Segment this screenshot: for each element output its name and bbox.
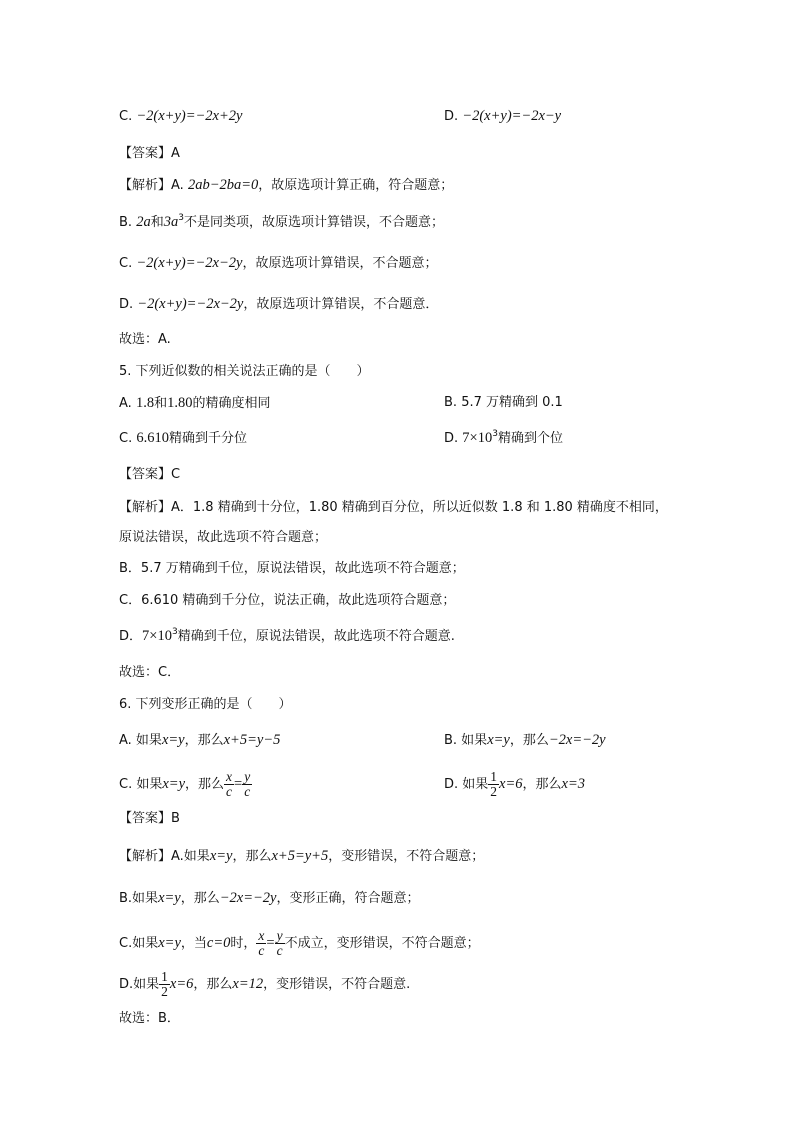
analysis-expression: −2x=−2y <box>219 890 277 906</box>
q5-analysis-a2: 原说法错误，故此选项不符合题意； <box>119 530 328 545</box>
analysis-text: ，变形正确，符合题意； <box>276 891 420 906</box>
q6-answer: 【答案】B <box>119 811 180 826</box>
analysis-text: 不成立，变形错误，不符合题意； <box>284 936 480 951</box>
q4-option-d <box>444 106 561 127</box>
exponent: 3 <box>171 627 178 637</box>
q5-option-a <box>119 393 270 414</box>
fraction <box>159 970 170 999</box>
q4-conclusion: 故选：A. <box>119 332 171 347</box>
fraction <box>275 929 285 958</box>
q5-conclusion: 故选：C． <box>119 665 181 680</box>
q6-conclusion: 故选：B． <box>119 1011 180 1026</box>
q6-analysis-c <box>119 929 480 958</box>
fraction-denominator: c <box>244 784 251 799</box>
analysis-expression: 2ab−2ba=0 <box>187 177 259 193</box>
option-text: ，那么 <box>185 777 225 792</box>
option-number: 1.80 <box>167 395 193 411</box>
analysis-text: ，那么 <box>193 977 233 992</box>
q4-analysis-a <box>119 175 453 196</box>
option-text: ，那么 <box>184 733 224 748</box>
option-expression: x+5=y−5 <box>223 732 281 748</box>
exponent: 3 <box>178 213 184 223</box>
q6-stem: 6. 下列变形正确的是（ ） <box>119 697 292 712</box>
q4-analysis-d <box>119 294 438 315</box>
analysis-text: 精确到千位，原说法错误，故此选项不符合题意. <box>177 629 455 644</box>
analysis-text: ，故原选项计算正确，符合题意； <box>258 178 454 193</box>
q5-answer: 【答案】C <box>119 467 181 482</box>
option-expression: −2(x+y)=−2x+2y <box>136 108 243 124</box>
option-expression: x=6 <box>499 776 523 792</box>
analysis-text: 时， <box>230 936 257 951</box>
fraction-denominator: 2 <box>490 784 498 799</box>
fraction-denominator: c <box>276 943 283 958</box>
q5-stem: 5. 下列近似数的相关说法正确的是（ ） <box>119 364 370 379</box>
option-expression: −2x=−2y <box>548 732 606 748</box>
option-text: ，那么 <box>509 733 549 748</box>
option-expression: x=y <box>161 732 185 748</box>
q4-option-c <box>119 106 242 127</box>
analysis-label: D． <box>119 629 143 644</box>
analysis-label: B.如果 <box>119 891 159 906</box>
fraction-numerator: 1 <box>161 969 168 984</box>
analysis-text: ，那么 <box>180 891 220 906</box>
q5-analysis-b: B．5.7 万精确到千位，原说法错误，故此选项不符合题意； <box>119 561 465 576</box>
analysis-text: ，那么 <box>232 849 272 864</box>
option-label: A. <box>119 396 132 411</box>
analysis-label: D.如果 <box>119 977 160 992</box>
q6-analysis-a <box>119 846 484 867</box>
analysis-text: ，变形错误，不符合题意； <box>328 849 485 864</box>
analysis-label: C.如果 <box>119 936 159 951</box>
fraction-denominator: c <box>258 943 265 958</box>
analysis-expression: x=y <box>158 890 181 906</box>
q5-option-c <box>119 428 247 449</box>
q5-analysis-a1: 【解析】A．1.8 精确到十分位，1.80 精确到百分位，所以近似数 1.8 和 1.80 精确度不相同， <box>119 500 668 515</box>
analysis-expression: c=0 <box>206 935 231 951</box>
option-text: 精确到个位 <box>497 431 563 446</box>
fraction <box>242 770 252 799</box>
analysis-expression: −2(x+y)=−2x−2y <box>137 296 244 312</box>
analysis-expression: x=y <box>209 848 233 864</box>
analysis-text: 和 <box>150 215 164 230</box>
fraction-denominator: c <box>226 784 233 799</box>
option-text: 精确到千分位 <box>168 431 247 446</box>
analysis-number: 7×10 <box>142 628 172 644</box>
option-number: 6.610 <box>136 430 169 446</box>
fraction-numerator: 1 <box>490 769 498 784</box>
exponent: 3 <box>492 429 498 439</box>
option-expression: −2(x+y)=−2x−y <box>462 108 562 124</box>
fraction <box>224 770 234 799</box>
q6-option-c <box>119 770 252 799</box>
analysis-expression: x+5=y+5 <box>271 848 329 864</box>
option-label: C. <box>119 431 133 446</box>
equals-sign: = <box>266 935 275 951</box>
option-label: A. 如果 <box>119 733 162 748</box>
q6-analysis-b <box>119 888 419 909</box>
q6-option-b <box>444 730 606 751</box>
q5-analysis-c: C．6.610 精确到千分位，说法正确，故此选项符合题意； <box>119 593 456 608</box>
option-text: 5.7 万精确到 0.1 <box>461 395 563 410</box>
q5-analysis-d <box>119 626 455 647</box>
option-label: D. <box>444 431 459 446</box>
analysis-expression: 3a <box>163 214 179 230</box>
analysis-expression: x=y <box>158 935 181 951</box>
analysis-text: ，故原选项计算错误，不合题意； <box>242 256 438 271</box>
fraction <box>488 770 499 799</box>
option-label: B. <box>444 395 458 410</box>
q5-option-d <box>444 428 563 449</box>
q4-analysis-c <box>119 253 437 274</box>
analysis-expression: x=12 <box>232 976 264 992</box>
fraction-numerator: y <box>276 928 283 943</box>
analysis-expression: −2(x+y)=−2x−2y <box>136 255 243 271</box>
q4-analysis-b <box>119 212 444 233</box>
option-label: D. 如果 <box>444 777 489 792</box>
analysis-label: C. <box>119 256 133 271</box>
option-label: B. 如果 <box>444 733 488 748</box>
analysis-label: 【解析】A. <box>119 178 184 193</box>
fraction-denominator: 2 <box>161 984 168 999</box>
analysis-label: B. <box>119 215 133 230</box>
option-expression: x=y <box>162 776 185 792</box>
equals-sign: = <box>234 776 243 792</box>
option-label: C. 如果 <box>119 777 163 792</box>
option-label: D. <box>444 109 459 124</box>
analysis-label: 【解析】A.如果 <box>119 849 210 864</box>
option-number: 7×10 <box>462 430 493 446</box>
analysis-text: ，当 <box>180 936 207 951</box>
option-expression: x=3 <box>561 776 586 792</box>
option-label: C. <box>119 109 133 124</box>
fraction-numerator: y <box>244 769 251 784</box>
q5-option-b <box>444 393 563 413</box>
q6-option-a <box>119 730 280 751</box>
analysis-text: 不是同类项，故原选项计算错误，不合题意； <box>183 215 444 230</box>
q6-option-d <box>444 770 585 799</box>
fraction <box>256 929 266 958</box>
option-text: 的精确度相同 <box>192 396 271 411</box>
option-text: ，那么 <box>522 777 562 792</box>
analysis-expression: 2a <box>136 214 151 230</box>
option-expression: x=y <box>487 732 510 748</box>
analysis-expression: x=6 <box>169 976 194 992</box>
q4-answer: 【答案】A <box>119 146 180 161</box>
option-number: 1.8 <box>135 395 155 411</box>
analysis-text: ，故原选项计算错误，不合题意． <box>243 297 439 312</box>
fraction-numerator: x <box>258 928 265 943</box>
analysis-label: D. <box>119 297 134 312</box>
q6-analysis-d <box>119 970 410 999</box>
analysis-text: ，变形错误，不符合题意. <box>263 977 411 992</box>
fraction-numerator: x <box>226 769 233 784</box>
option-text: 和 <box>154 396 168 411</box>
